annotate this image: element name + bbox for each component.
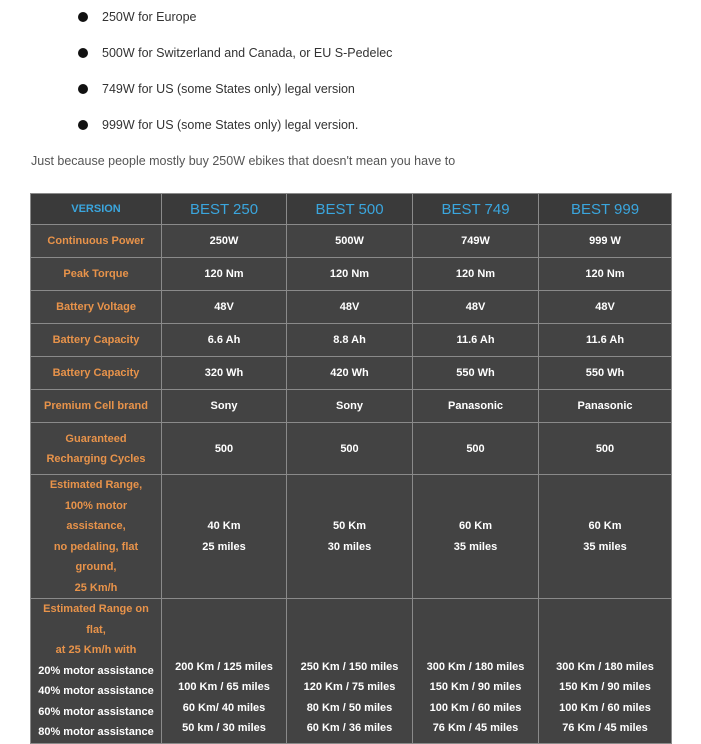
- assist-range: 60 Km / 36 miles: [306, 722, 393, 734]
- assist-range: 76 Km / 45 miles: [432, 722, 519, 734]
- range-miles: 35 miles: [453, 540, 498, 553]
- range-cell: [287, 475, 413, 599]
- row-label: Guaranteed Recharging Cycles: [31, 423, 162, 475]
- row-label: Battery Voltage: [31, 291, 162, 324]
- table-cell: 120 Nm: [413, 258, 539, 291]
- table-header-row: [31, 194, 672, 225]
- table-cell: 420 Wh: [287, 357, 413, 390]
- table-cell: 11.6 Ah: [413, 324, 539, 357]
- bullet-dot-icon: [78, 48, 88, 58]
- assist-range: 250 Km / 150 miles: [300, 660, 399, 673]
- table-cell: 500: [539, 423, 672, 475]
- table-cell: 500: [162, 423, 287, 475]
- assist-header-line: Estimated Range on flat,: [43, 603, 149, 636]
- table-cell: 749W: [413, 225, 539, 258]
- model-header: BEST 999: [539, 194, 672, 225]
- range-label-line: Estimated Range,: [49, 479, 143, 491]
- assist-range: 80 Km / 50 miles: [306, 701, 393, 714]
- bullet-text: 999W for US (some States only) legal version.: [102, 118, 359, 132]
- table-cell: Panasonic: [413, 390, 539, 423]
- table-row: [31, 324, 672, 357]
- assist-cell: [162, 599, 287, 744]
- bullet-text: 250W for Europe: [102, 10, 197, 24]
- table-cell: 550 Wh: [539, 357, 672, 390]
- range-km: 50 Km: [332, 520, 367, 532]
- assist-range: 76 Km / 45 miles: [562, 722, 648, 734]
- assist-level: 60% motor assistance: [38, 705, 154, 718]
- table-cell: 8.8 Ah: [287, 324, 413, 357]
- assist-range: 300 Km / 180 miles: [556, 660, 654, 673]
- bullet-text: 749W for US (some States only) legal version: [102, 82, 355, 96]
- assist-cell: [287, 599, 413, 744]
- bullet-text: 500W for Switzerland and Canada, or EU S-Pedelec: [102, 46, 393, 60]
- range-miles: 30 miles: [327, 540, 372, 553]
- assist-range: 100 Km / 65 miles: [178, 681, 270, 693]
- table-row: [31, 423, 672, 475]
- model-header: BEST 749: [413, 194, 539, 225]
- assist-range: 100 Km / 60 miles: [429, 701, 522, 714]
- range-label-line: 25 Km/h: [74, 581, 118, 594]
- assist-level: 20% motor assistance: [38, 664, 154, 677]
- table-cell: 48V: [287, 291, 413, 324]
- assist-level: 80% motor assistance: [38, 726, 154, 738]
- row-label: Continuous Power: [31, 225, 162, 258]
- range-km: 60 Km: [588, 520, 622, 532]
- table-row: [31, 291, 672, 324]
- range-cell: [162, 475, 287, 599]
- table-row: [31, 258, 672, 291]
- table-cell: 6.6 Ah: [162, 324, 287, 357]
- row-label: Battery Capacity: [31, 357, 162, 390]
- bullet-dot-icon: [78, 84, 88, 94]
- table-cell: 999 W: [539, 225, 672, 258]
- row-label: Premium Cell brand: [31, 390, 162, 423]
- range-row: [31, 475, 672, 599]
- table-cell: 500: [287, 423, 413, 475]
- table-cell: 120 Nm: [162, 258, 287, 291]
- range-km: 40 Km: [207, 520, 241, 532]
- table-cell: 48V: [162, 291, 287, 324]
- table-cell: 320 Wh: [162, 357, 287, 390]
- table-row: [31, 357, 672, 390]
- table-cell: 120 Nm: [539, 258, 672, 291]
- spec-table: [30, 193, 672, 744]
- assist-cell: [413, 599, 539, 744]
- range-miles: 25 miles: [202, 540, 246, 553]
- range-miles: 35 miles: [583, 540, 627, 553]
- bullet-dot-icon: [78, 120, 88, 130]
- table-cell: 120 Nm: [287, 258, 413, 291]
- version-header: VERSION: [31, 194, 162, 225]
- range-km: 60 Km: [458, 520, 493, 532]
- assist-header-line: at 25 Km/h with: [55, 644, 137, 656]
- row-label: Battery Capacity: [31, 324, 162, 357]
- table-cell: 48V: [413, 291, 539, 324]
- assist-row: [31, 599, 672, 744]
- assist-cell: [539, 599, 672, 744]
- bullet-dot-icon: [78, 12, 88, 22]
- table-cell: 500W: [287, 225, 413, 258]
- assist-range: 120 Km / 75 miles: [303, 681, 396, 693]
- model-header: BEST 500: [287, 194, 413, 225]
- table-row: [31, 390, 672, 423]
- table-cell: Sony: [287, 390, 413, 423]
- range-label: [31, 475, 162, 599]
- range-cell: [539, 475, 672, 599]
- table-row: [31, 225, 672, 258]
- range-label-line: no pedaling, flat ground,: [53, 540, 139, 573]
- assist-range: 150 Km / 90 miles: [559, 681, 651, 693]
- assist-level: 40% motor assistance: [38, 685, 154, 697]
- assist-range: 300 Km / 180 miles: [426, 660, 525, 673]
- assist-label: [31, 599, 162, 744]
- range-label-line: 100% motor assistance,: [64, 499, 128, 532]
- table-cell: 11.6 Ah: [539, 324, 672, 357]
- assist-range: 200 Km / 125 miles: [175, 660, 273, 673]
- assist-range: 100 Km / 60 miles: [559, 701, 651, 714]
- model-header: BEST 250: [162, 194, 287, 225]
- table-cell: 550 Wh: [413, 357, 539, 390]
- table-cell: Panasonic: [539, 390, 672, 423]
- row-label: Peak Torque: [31, 258, 162, 291]
- table-cell: 48V: [539, 291, 672, 324]
- assist-range: 60 Km/ 40 miles: [182, 701, 266, 714]
- table-cell: 500: [413, 423, 539, 475]
- range-cell: [413, 475, 539, 599]
- intro-paragraph: Just because people mostly buy 250W ebikes that doesn't mean you have to: [31, 154, 456, 168]
- table-cell: 250W: [162, 225, 287, 258]
- assist-range: 50 km / 30 miles: [182, 722, 266, 734]
- assist-range: 150 Km / 90 miles: [429, 681, 522, 693]
- table-cell: Sony: [162, 390, 287, 423]
